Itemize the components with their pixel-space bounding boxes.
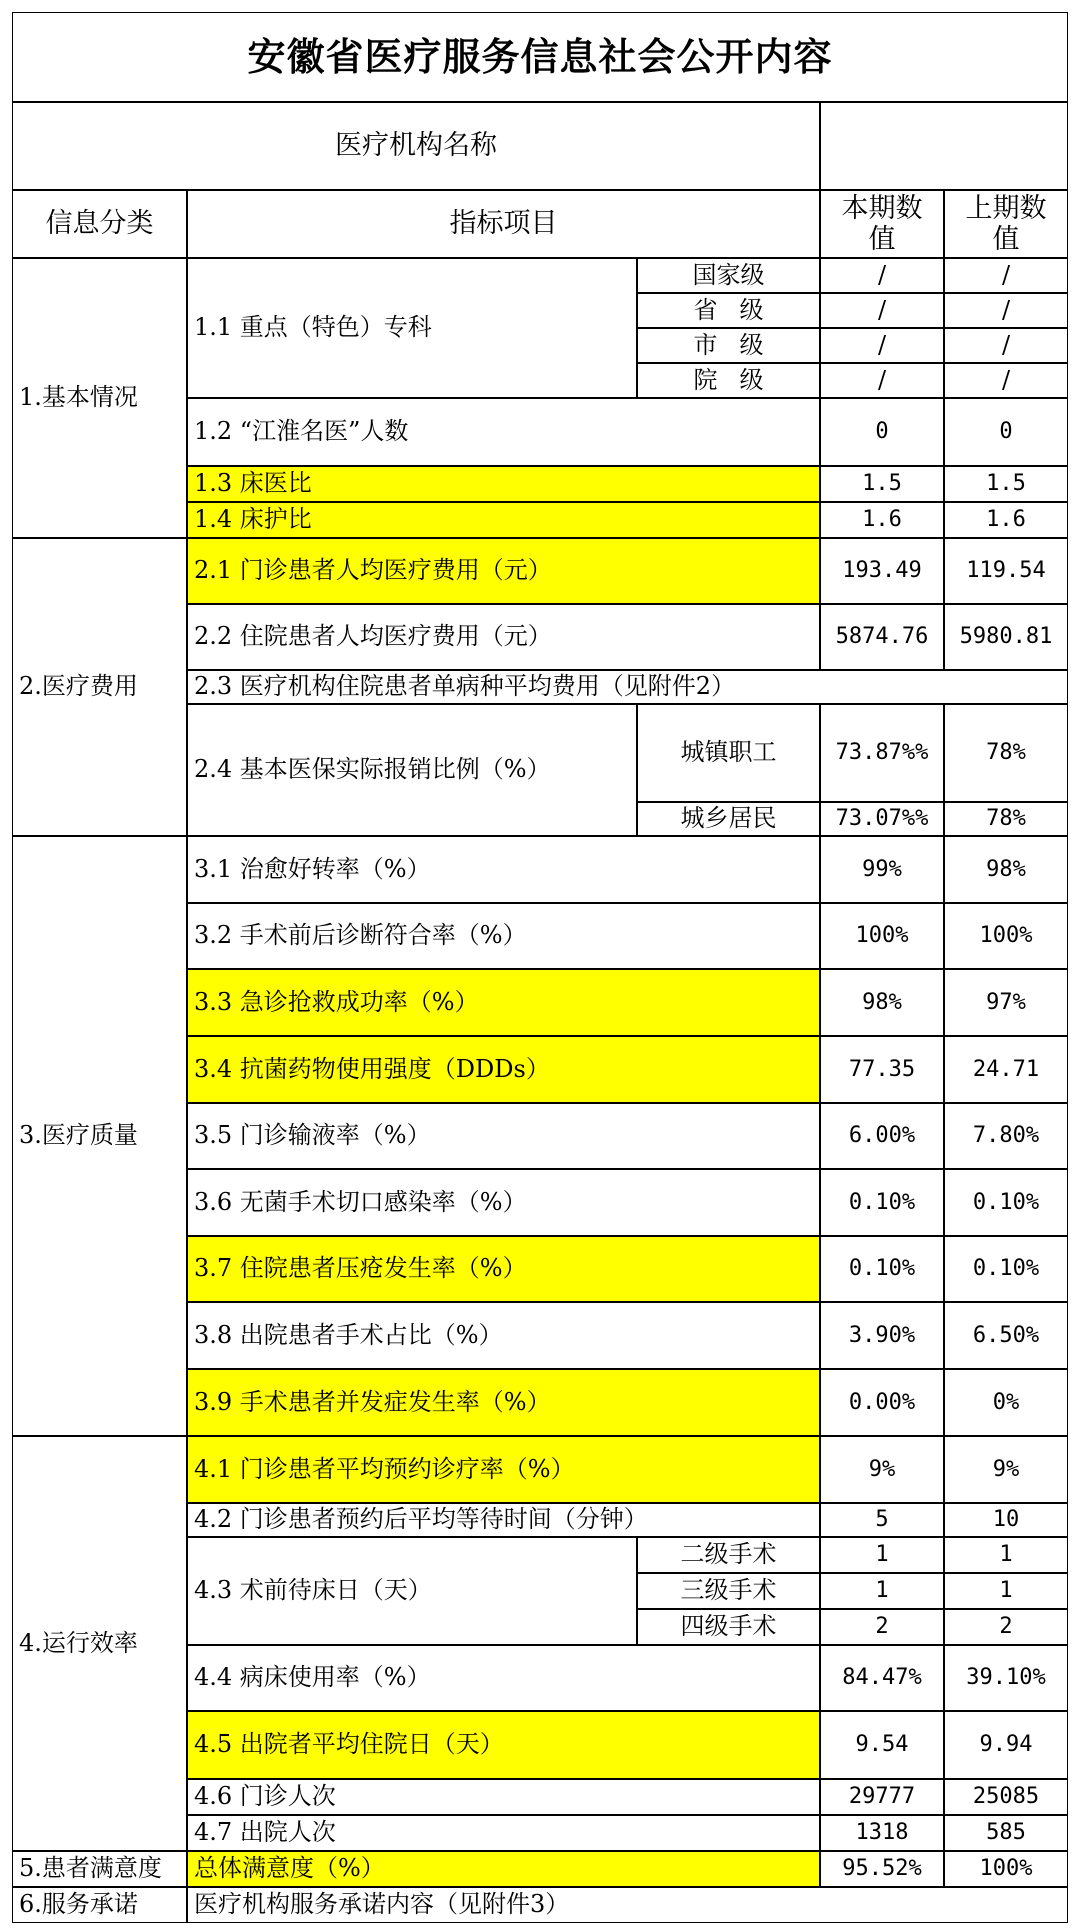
org-name-label: 医疗机构名称 [12, 102, 820, 190]
row-4-6-label: 4.6 门诊人次 [187, 1779, 820, 1815]
category-quality: 3.医疗质量 [12, 836, 187, 1436]
row-2-1-previous: 119.54 [944, 538, 1068, 604]
row-4-1-current: 9% [820, 1436, 944, 1503]
category-basic: 1.基本情况 [12, 258, 187, 538]
row-1-1-sub: 市级 [637, 328, 820, 363]
row-4-4-current: 84.47% [820, 1645, 944, 1711]
row-1-3-previous: 1.5 [944, 466, 1068, 502]
row-2-4-sub: 城乡居民 [637, 802, 820, 836]
row-3-5-previous: 7.80% [944, 1103, 1068, 1169]
row-3-8-label: 3.8 出院患者手术占比（%） [187, 1302, 820, 1369]
row-4-3-label: 4.3 术前待床日（天） [187, 1537, 637, 1645]
row-2-1-label: 2.1 门诊患者人均医疗费用（元） [187, 538, 820, 604]
row-2-4-previous: 78% [944, 704, 1068, 802]
row-4-3-previous: 1 [944, 1573, 1068, 1609]
category-satisfaction: 5.患者满意度 [12, 1851, 187, 1887]
row-4-7-current: 1318 [820, 1815, 944, 1851]
row-4-3-sub: 二级手术 [637, 1537, 820, 1573]
row-3-6-previous: 0.10% [944, 1169, 1068, 1236]
row-3-3-previous: 97% [944, 969, 1068, 1036]
row-2-4-current: 73.07%% [820, 802, 944, 836]
row-1-1-current: / [820, 293, 944, 328]
row-1-1-current: / [820, 363, 944, 398]
row-4-2-previous: 10 [944, 1503, 1068, 1537]
row-1-1-previous: / [944, 328, 1068, 363]
row-2-4-previous: 78% [944, 802, 1068, 836]
row-1-1-previous: / [944, 293, 1068, 328]
row-4-7-label: 4.7 出院人次 [187, 1815, 820, 1851]
row-3-5-current: 6.00% [820, 1103, 944, 1169]
row-1-1-sub: 国家级 [637, 258, 820, 293]
row-4-3-current: 2 [820, 1609, 944, 1645]
row-3-5-label: 3.5 门诊输液率（%） [187, 1103, 820, 1169]
row-1-2-previous: 0 [944, 398, 1068, 466]
row-4-6-previous: 25085 [944, 1779, 1068, 1815]
row-3-6-label: 3.6 无菌手术切口感染率（%） [187, 1169, 820, 1236]
row-2-2-label: 2.2 住院患者人均医疗费用（元） [187, 604, 820, 670]
row-4-1-label: 4.1 门诊患者平均预约诊疗率（%） [187, 1436, 820, 1503]
row-1-1-sub: 省级 [637, 293, 820, 328]
row-1-1-previous: / [944, 363, 1068, 398]
row-4-2-current: 5 [820, 1503, 944, 1537]
row-2-2-current: 5874.76 [820, 604, 944, 670]
row-5-1-current: 95.52% [820, 1851, 944, 1887]
row-2-4-current: 73.87%% [820, 704, 944, 802]
row-4-3-previous: 1 [944, 1537, 1068, 1573]
row-4-5-label: 4.5 出院者平均住院日（天） [187, 1711, 820, 1779]
row-3-7-current: 0.10% [820, 1236, 944, 1302]
row-4-3-sub: 三级手术 [637, 1573, 820, 1609]
row-1-3-current: 1.5 [820, 466, 944, 502]
row-3-2-previous: 100% [944, 903, 1068, 969]
row-4-1-previous: 9% [944, 1436, 1068, 1503]
header-previous: 上期数值 [944, 190, 1068, 258]
row-3-3-label: 3.3 急诊抢救成功率（%） [187, 969, 820, 1036]
row-3-4-previous: 24.71 [944, 1036, 1068, 1103]
row-4-5-previous: 9.94 [944, 1711, 1068, 1779]
header-current: 本期数值 [820, 190, 944, 258]
row-3-9-previous: 0% [944, 1369, 1068, 1436]
row-2-4-label: 2.4 基本医保实际报销比例（%） [187, 704, 637, 836]
row-3-1-previous: 98% [944, 836, 1068, 903]
row-2-4-sub: 城镇职工 [637, 704, 820, 802]
row-1-1-previous: / [944, 258, 1068, 293]
row-3-8-previous: 6.50% [944, 1302, 1068, 1369]
row-3-9-label: 3.9 手术患者并发症发生率（%） [187, 1369, 820, 1436]
header-indicator: 指标项目 [187, 190, 820, 258]
row-4-2-label: 4.2 门诊患者预约后平均等待时间（分钟） [187, 1503, 820, 1537]
row-1-3-label: 1.3 床医比 [187, 466, 820, 502]
row-3-8-current: 3.90% [820, 1302, 944, 1369]
page-title: 安徽省医疗服务信息社会公开内容 [12, 12, 1068, 102]
row-5-1-previous: 100% [944, 1851, 1068, 1887]
row-3-4-label: 3.4 抗菌药物使用强度（DDDs） [187, 1036, 820, 1103]
row-3-3-current: 98% [820, 969, 944, 1036]
row-3-1-current: 99% [820, 836, 944, 903]
row-1-2-current: 0 [820, 398, 944, 466]
row-1-1-sub: 院级 [637, 363, 820, 398]
row-1-4-label: 1.4 床护比 [187, 502, 820, 538]
row-2-1-current: 193.49 [820, 538, 944, 604]
row-5-1-label: 总体满意度（%） [187, 1851, 820, 1887]
row-3-9-current: 0.00% [820, 1369, 944, 1436]
category-efficiency: 4.运行效率 [12, 1436, 187, 1851]
row-3-6-current: 0.10% [820, 1169, 944, 1236]
row-4-3-current: 1 [820, 1537, 944, 1573]
category-cost: 2.医疗费用 [12, 538, 187, 836]
row-3-4-current: 77.35 [820, 1036, 944, 1103]
row-4-7-previous: 585 [944, 1815, 1068, 1851]
row-4-3-sub: 四级手术 [637, 1609, 820, 1645]
row-4-5-current: 9.54 [820, 1711, 944, 1779]
row-4-4-previous: 39.10% [944, 1645, 1068, 1711]
row-1-4-current: 1.6 [820, 502, 944, 538]
category-commitment: 6.服务承诺 [12, 1887, 187, 1923]
row-1-1-label: 1.1 重点（特色）专科 [187, 258, 637, 398]
row-2-2-previous: 5980.81 [944, 604, 1068, 670]
header-category: 信息分类 [12, 190, 187, 258]
row-3-7-label: 3.7 住院患者压疮发生率（%） [187, 1236, 820, 1302]
row-3-2-current: 100% [820, 903, 944, 969]
row-4-6-current: 29777 [820, 1779, 944, 1815]
row-3-2-label: 3.2 手术前后诊断符合率（%） [187, 903, 820, 969]
row-1-4-previous: 1.6 [944, 502, 1068, 538]
row-1-1-current: / [820, 328, 944, 363]
row-4-4-label: 4.4 病床使用率（%） [187, 1645, 820, 1711]
row-3-7-previous: 0.10% [944, 1236, 1068, 1302]
row-4-3-previous: 2 [944, 1609, 1068, 1645]
row-6-1-label: 医疗机构服务承诺内容（见附件3） [187, 1887, 1068, 1923]
row-1-2-label: 1.2 “江淮名医”人数 [187, 398, 820, 466]
row-4-3-current: 1 [820, 1573, 944, 1609]
row-2-3-label: 2.3 医疗机构住院患者单病种平均费用（见附件2） [187, 670, 1068, 704]
row-3-1-label: 3.1 治愈好转率（%） [187, 836, 820, 903]
row-1-1-current: / [820, 258, 944, 293]
org-name-value [820, 102, 1068, 190]
